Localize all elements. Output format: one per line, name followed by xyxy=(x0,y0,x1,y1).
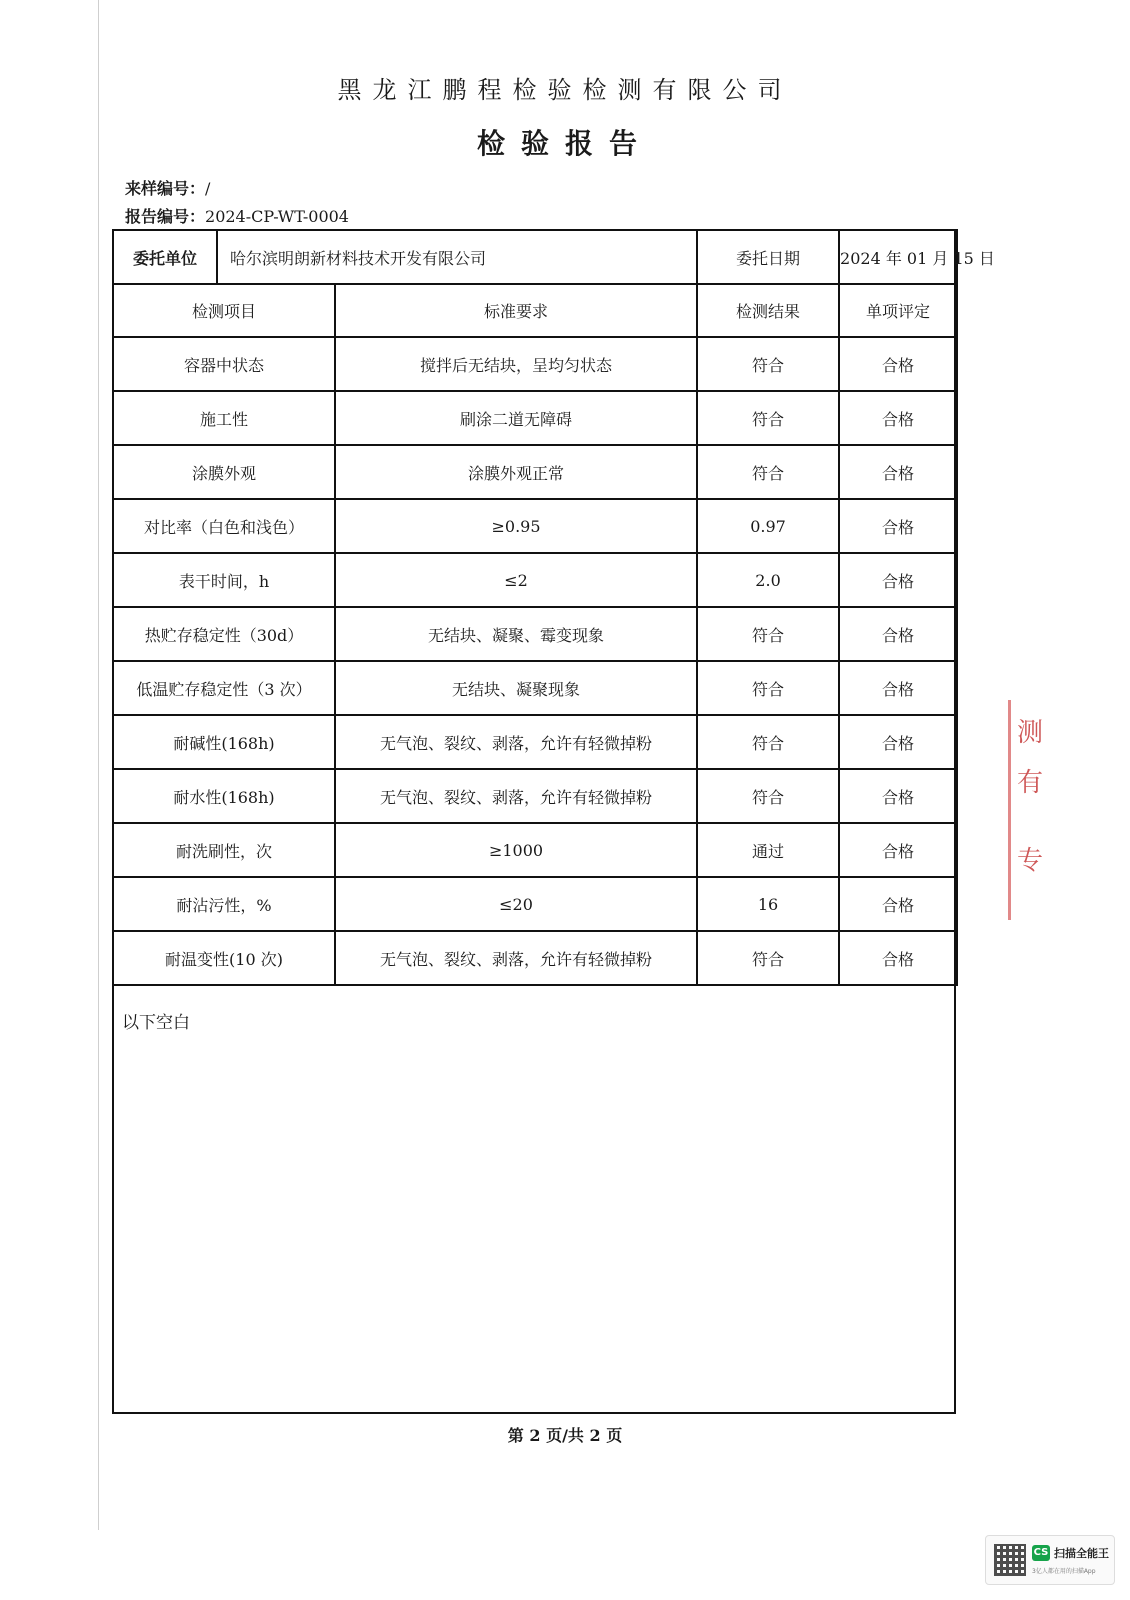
table-header xyxy=(113,284,957,337)
cell-standard: 无结块、凝聚、霉变现象 xyxy=(335,607,697,661)
cell-verdict: 合格 xyxy=(839,769,957,823)
client-unit-value: 哈尔滨明朗新材料技术开发有限公司 xyxy=(217,230,697,284)
cell-item: 耐碱性(168h) xyxy=(113,715,335,769)
cell-standard: 搅拌后无结块，呈均匀状态 xyxy=(335,337,697,391)
cell-standard: 无气泡、裂纹、剥落，允许有轻微掉粉 xyxy=(335,715,697,769)
cell-verdict: 合格 xyxy=(839,931,957,985)
cell-standard: 无结块、凝聚现象 xyxy=(335,661,697,715)
red-seal-fragment xyxy=(1008,700,1051,920)
report-number-value: 2024-CP-WT-0004 xyxy=(205,207,349,226)
header-result: 检测结果 xyxy=(697,284,839,337)
cell-item: 热贮存稳定性（30d） xyxy=(113,607,335,661)
cell-result: 符合 xyxy=(697,445,839,499)
app-logo: CS xyxy=(1032,1545,1050,1561)
table-row xyxy=(113,931,957,985)
seal-char: 专 xyxy=(1017,846,1044,876)
page-number: 第 2 页/共 2 页 xyxy=(507,1426,623,1445)
table-row xyxy=(113,607,957,661)
cell-standard: 刷涂二道无障碍 xyxy=(335,391,697,445)
table-row xyxy=(113,553,957,607)
cell-verdict: 合格 xyxy=(839,337,957,391)
cell-standard: 无气泡、裂纹、剥落，允许有轻微掉粉 xyxy=(335,769,697,823)
seal-char: 测 xyxy=(1017,718,1044,748)
client-date-label: 委托日期 xyxy=(697,230,839,284)
cell-standard: 涂膜外观正常 xyxy=(335,445,697,499)
cell-item: 耐温变性(10 次) xyxy=(113,931,335,985)
cell-result: 通过 xyxy=(697,823,839,877)
app-slogan: 3亿人都在用的扫描App xyxy=(1032,1568,1096,1575)
header-standard: 标准要求 xyxy=(335,284,697,337)
cell-item: 耐水性(168h) xyxy=(113,769,335,823)
client-unit-label: 委托单位 xyxy=(113,230,217,284)
client-row xyxy=(113,230,957,284)
cell-result: 符合 xyxy=(697,607,839,661)
app-name: 扫描全能王 xyxy=(1054,1547,1109,1560)
cell-verdict: 合格 xyxy=(839,391,957,445)
cell-item: 容器中状态 xyxy=(113,337,335,391)
cell-item: 对比率（白色和浅色） xyxy=(113,499,335,553)
cell-result: 0.97 xyxy=(697,499,839,553)
scanner-app-badge xyxy=(985,1535,1115,1585)
cell-item: 表干时间，h xyxy=(113,553,335,607)
cell-verdict: 合格 xyxy=(839,661,957,715)
cell-standard: ≤20 xyxy=(335,877,697,931)
cell-standard: 无气泡、裂纹、剥落，允许有轻微掉粉 xyxy=(335,931,697,985)
cell-verdict: 合格 xyxy=(839,877,957,931)
client-date-value: 2024 年 01 月 15 日 xyxy=(839,230,957,284)
cell-result: 符合 xyxy=(697,337,839,391)
cell-verdict: 合格 xyxy=(839,715,957,769)
cell-result: 符合 xyxy=(697,661,839,715)
results-table xyxy=(112,229,995,986)
cell-standard: ≤2 xyxy=(335,553,697,607)
table-row xyxy=(113,337,957,391)
table-row xyxy=(113,715,957,769)
header-item: 检测项目 xyxy=(113,284,335,337)
cell-standard: ≥1000 xyxy=(335,823,697,877)
cell-result: 符合 xyxy=(697,769,839,823)
cell-verdict: 合格 xyxy=(839,553,957,607)
report-number xyxy=(125,204,349,227)
sample-number xyxy=(125,176,210,199)
table-row xyxy=(113,499,957,553)
cell-verdict: 合格 xyxy=(839,607,957,661)
table-row xyxy=(113,769,957,823)
cell-item: 涂膜外观 xyxy=(113,445,335,499)
table-row xyxy=(113,391,957,445)
cell-standard: ≥0.95 xyxy=(335,499,697,553)
cell-result: 符合 xyxy=(697,931,839,985)
cell-result: 符合 xyxy=(697,391,839,445)
binding-line xyxy=(98,0,99,1530)
cell-result: 2.0 xyxy=(697,553,839,607)
cell-result: 16 xyxy=(697,877,839,931)
blank-below-note: 以下空白 xyxy=(122,1013,190,1033)
report-number-label: 报告编号： xyxy=(125,207,206,226)
cell-verdict: 合格 xyxy=(839,445,957,499)
cell-item: 施工性 xyxy=(113,391,335,445)
cell-item: 低温贮存稳定性（3 次） xyxy=(113,661,335,715)
table-row xyxy=(113,661,957,715)
sample-number-value: / xyxy=(205,179,211,198)
header-verdict: 单项评定 xyxy=(839,284,957,337)
table-row xyxy=(113,445,957,499)
cell-verdict: 合格 xyxy=(839,499,957,553)
sample-number-label: 来样编号： xyxy=(125,179,206,198)
report-title: 检验报告 xyxy=(476,127,653,160)
cell-result: 符合 xyxy=(697,715,839,769)
cell-item: 耐洗刷性，次 xyxy=(113,823,335,877)
table-row xyxy=(113,877,957,931)
company-name: 黑龙江鹏程检验检测有限公司 xyxy=(337,76,793,104)
qr-code-icon xyxy=(994,1544,1026,1576)
seal-char: 有 xyxy=(1017,768,1044,798)
cell-item: 耐沾污性，% xyxy=(113,877,335,931)
cell-verdict: 合格 xyxy=(839,823,957,877)
table-row xyxy=(113,823,957,877)
